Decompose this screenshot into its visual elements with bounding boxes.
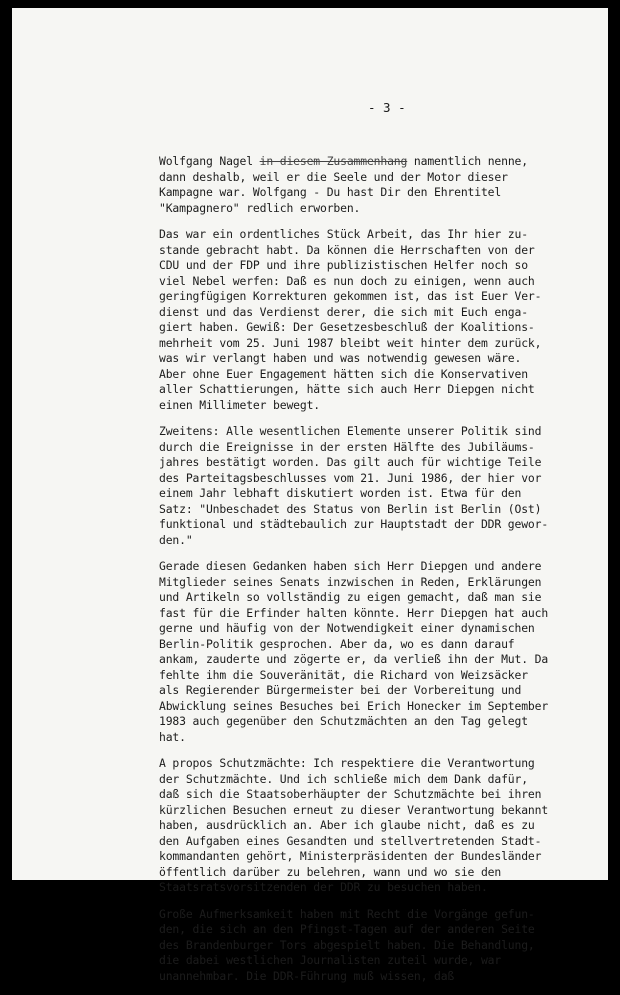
text-line: des Parteitagsbeschlusses vom 21. Juni 1986, der hier vor [159,470,542,485]
text-line: die dabei westlichen Journalisten zuteil wurde, war [159,953,502,967]
text-line: öffentlich darüber zu belehren, wann und wo sie den [159,864,502,879]
text-line: den." [159,532,193,547]
text-line: und Artikeln so vollständig zu eigen gemacht, daß man sie [159,590,542,604]
text-line: CDU und der FDP und ihre publizistischen Helfer noch so [159,258,528,272]
text-line: A propos Schutzmächte: Ich respektiere die Verantwortung [159,756,535,770]
text-line: aller Schattierungen, hätte sich auch Herr Diepgen nicht [159,382,535,396]
text-line: Kampagne war. Wolfgang - Du hast Dir den Ehrentitel [159,185,502,199]
text-line: des Brandenburger Tors abgespielt haben. Die Behandlung, [159,937,535,952]
text-line: einem Jahr lebhaft diskutiert worden ist. Etwa für den [159,486,522,500]
text-line: den, die sich an den Pfingst-Tagen auf der anderen Seite [159,922,535,936]
text-line: geringfügigen Korrekturen gekommen ist, das ist Euer Ver- [159,289,542,303]
text-line: Staatsratsvorsitzenden der DDR zu besuchen haben. [159,880,488,894]
text-line: haben, ausdrücklich an. Aber ich glaube nicht, daß es zu [159,818,535,832]
paragraph-6 [159,907,609,985]
text-line: "Kampagnero" redlich erworben. [159,200,361,215]
speech-text [159,154,609,995]
text-line: mehrheit vom 25. Juni 1987 bleibt weit hinter dem zurück, [159,335,542,350]
text-line: giert haben. Gewiß: Der Gesetzesbeschluß der Koalitions- [159,320,535,334]
text-line: Mitglieder seines Senats inzwischen in Reden, Erklärungen [159,574,542,589]
document-page [12,8,608,983]
text-line: Das war ein ordentliches Stück Arbeit, das Ihr hier zu- [159,227,528,241]
page-number: - 3 - [368,100,406,115]
text-line: jahres bestätigt worden. Das gilt auch für wichtige Teile [159,455,542,469]
text-line: Aber ohne Euer Engagement hätten sich die Konservativen [159,366,528,381]
text-line: ankam, zauderte und zögerte er, da verließ ihn der Mut. Da [159,652,549,666]
text-line: dienst und das Verdienst derer, die sich mit Euch enga- [159,304,528,319]
struck-text: in diesem Zusammenhang [259,154,408,168]
text-line: durch die Ereignisse in der ersten Hälfte des Jubiläums- [159,439,535,454]
text-line: viel Nebel werfen: Daß es nun doch zu einigen, wenn auch [159,273,535,288]
text-line: den Aufgaben eines Gesandten und stellvertretenden Stadt- [159,833,542,848]
text-line: Gerade diesen Gedanken haben sich Herr Diepgen und andere [159,559,542,573]
paragraph-1 [159,154,609,216]
text-line [159,154,609,170]
text-line: unannehmbar. Die DDR-Führung muß wissen, daß [159,968,455,983]
text-line: stande gebracht habt. Da können die Herrschaften von der [159,242,535,257]
text-line: Große Aufmerksamkeit haben mit Recht die Vorgänge gefun- [159,906,535,921]
text-line: funktional und städtebaulich zur Hauptstadt der DDR gewor- [159,517,549,531]
paragraph-2 [159,227,609,413]
paragraph-4 [159,559,609,745]
text-line: Berlin-Politik gesprochen. Aber da, wo es dann darauf [159,636,515,651]
text-fragment: Wolfgang Nagel [159,154,260,168]
text-line: Satz: "Unbeschadet des Status von Berlin ist Berlin (Ost) [159,501,542,516]
text-fragment: namentlich nenne, [407,154,528,168]
text-line: was wir verlangt haben und was notwendig gewesen wäre. [159,351,522,365]
text-line: einen Millimeter bewegt. [159,397,320,412]
text-line: hat. [159,729,186,744]
paragraph-3 [159,424,609,548]
paragraph-5 [159,756,609,896]
text-line: Zweitens: Alle wesentlichen Elemente unserer Politik sind [159,424,542,438]
text-line: dann deshalb, weil er die Seele und der Motor dieser [159,169,508,184]
text-line: 1983 auch gegenüber den Schutzmächten an den Tag gelegt [159,714,528,728]
text-line: gerne und häufig von der Notwendigkeit einer dynamischen [159,621,535,635]
text-line: Abwicklung seines Besuches bei Erich Honecker im September [159,698,549,713]
text-line: fast für die Erfinder halten könnte. Herr Diepgen hat auch [159,605,549,620]
text-line: der Schutzmächte. Und ich schließe mich dem Dank dafür, [159,771,528,786]
text-line: kommandanten gehört, Ministerpräsidenten der Bundesländer [159,849,542,863]
text-line: kürzlichen Besuchen erneut zu dieser Verantwortung bekannt [159,802,549,817]
text-line: fehlte ihm die Souveränität, die Richard von Weizsäcker [159,667,528,682]
text-line: als Regierender Bürgermeister bei der Vorbereitung und [159,683,522,697]
text-line: daß sich die Staatsoberhäupter der Schutzmächte bei ihren [159,787,542,801]
